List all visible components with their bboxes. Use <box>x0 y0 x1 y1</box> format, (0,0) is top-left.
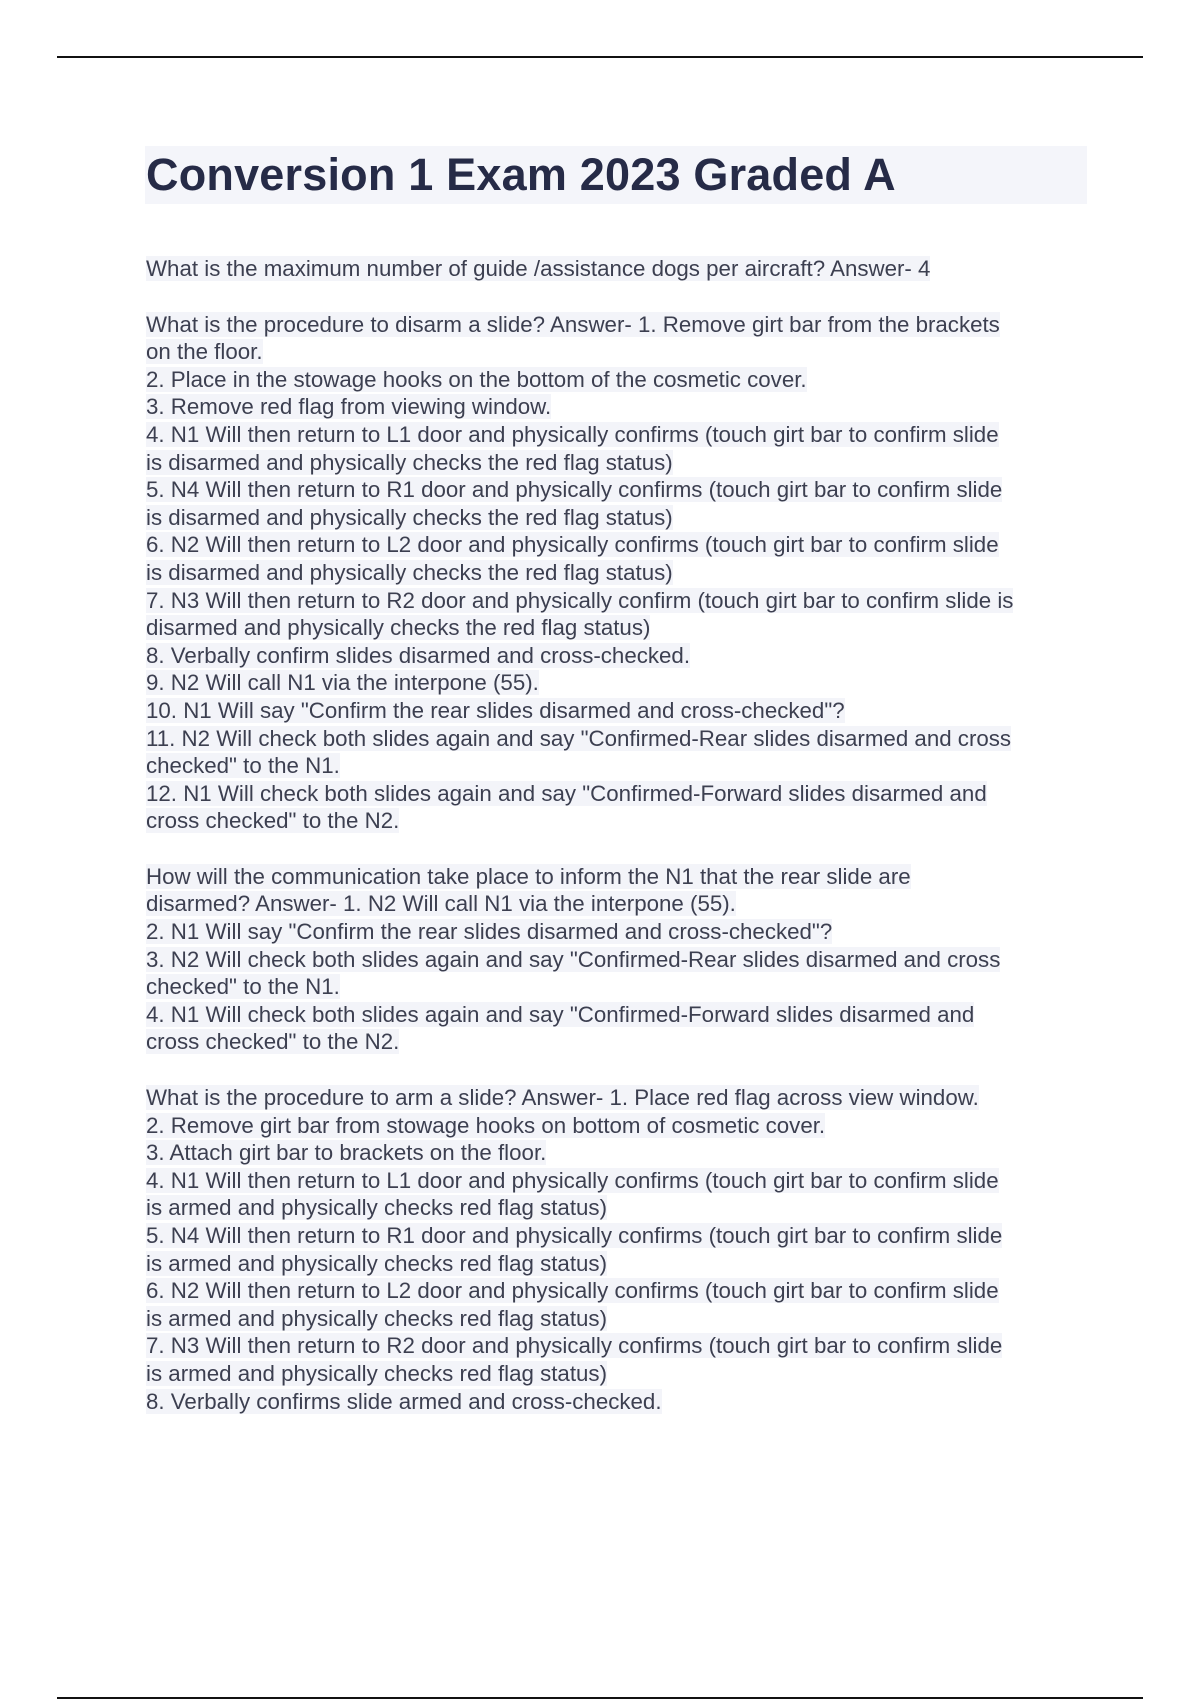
qa-block-communication <box>146 863 1096 1056</box>
text-line: is armed and physically checks red flag status) <box>146 1305 608 1331</box>
text-line: 10. N1 Will say "Confirm the rear slides disarmed and cross-checked"? <box>146 697 845 723</box>
text-line: 8. Verbally confirm slides disarmed and cross-checked. <box>146 642 691 668</box>
text-line: 2. Place in the stowage hooks on the bottom of the cosmetic cover. <box>146 366 807 392</box>
text-line: 7. N3 Will then return to R2 door and physically confirm (touch girt bar to confirm slide is <box>146 587 1014 613</box>
text-line: checked" to the N1. <box>146 974 340 1000</box>
text-line: disarmed? Answer- 1. N2 Will call N1 via the interpone (55). <box>146 891 736 917</box>
text-line: What is the procedure to arm a slide? Answer- 1. Place red flag across view window. <box>146 1085 979 1111</box>
footer-divider <box>57 1697 1143 1699</box>
text-line: 3. N2 Will check both slides again and say "Confirmed-Rear slides disarmed and cross <box>146 946 1001 972</box>
text-line: 4. N1 Will then return to L1 door and physically confirms (touch girt bar to confirm slide <box>146 421 999 447</box>
qa-block-disarm-slide <box>146 311 1096 835</box>
text-line: on the floor. <box>146 339 263 365</box>
text-line: is disarmed and physically checks the red flag status) <box>146 449 673 475</box>
qa-block-guide-dogs <box>146 255 1096 283</box>
text-line: is armed and physically checks red flag status) <box>146 1195 608 1221</box>
text-line: 5. N4 Will then return to R1 door and physically confirms (touch girt bar to confirm slide <box>146 477 1003 503</box>
document-title: Conversion 1 Exam 2023 Graded A <box>146 149 896 200</box>
text-line: is armed and physically checks red flag status) <box>146 1250 608 1276</box>
text-line: is disarmed and physically checks the red flag status) <box>146 504 673 530</box>
text-line: disarmed and physically checks the red flag status) <box>146 615 651 641</box>
text-line: cross checked" to the N2. <box>146 808 400 834</box>
document-body <box>146 255 1096 1443</box>
text-line: 7. N3 Will then return to R2 door and physically confirms (touch girt bar to confirm slide <box>146 1333 1003 1359</box>
text-line: 6. N2 Will then return to L2 door and physically confirms (touch girt bar to confirm slide <box>146 1278 999 1304</box>
text-line: 3. Attach girt bar to brackets on the floor. <box>146 1140 547 1166</box>
text-line: 4. N1 Will check both slides again and say "Confirmed-Forward slides disarmed and <box>146 1001 975 1027</box>
text-line: 4. N1 Will then return to L1 door and physically confirms (touch girt bar to confirm slide <box>146 1167 999 1193</box>
text-line: 9. N2 Will call N1 via the interpone (55). <box>146 670 539 696</box>
text-line: 8. Verbally confirms slide armed and cross-checked. <box>146 1388 662 1414</box>
text-line: is armed and physically checks red flag status) <box>146 1360 608 1386</box>
text-line: 2. N1 Will say "Confirm the rear slides disarmed and cross-checked"? <box>146 919 833 945</box>
text-line: What is the procedure to disarm a slide? Answer- 1. Remove girt bar from the brackets <box>146 311 1000 337</box>
qa-block-arm-slide <box>146 1084 1096 1415</box>
text-line: is disarmed and physically checks the red flag status) <box>146 559 673 585</box>
text-line: 6. N2 Will then return to L2 door and physically confirms (touch girt bar to confirm slide <box>146 532 999 558</box>
text-line: checked" to the N1. <box>146 753 340 779</box>
header-divider <box>57 56 1143 58</box>
text-line: 2. Remove girt bar from stowage hooks on bottom of cosmetic cover. <box>146 1112 826 1138</box>
text-line: cross checked" to the N2. <box>146 1029 400 1055</box>
text-line: 5. N4 Will then return to R1 door and physically confirms (touch girt bar to confirm slide <box>146 1223 1003 1248</box>
text-line: 12. N1 Will check both slides again and say "Confirmed-Forward slides disarmed and <box>146 780 987 806</box>
text-line: 3. Remove red flag from viewing window. <box>146 394 552 420</box>
text-line: How will the communication take place to inform the N1 that the rear slide are <box>146 863 911 889</box>
text-line: What is the maximum number of guide /assistance dogs per aircraft? Answer- 4 <box>146 256 931 281</box>
text-line: 11. N2 Will check both slides again and say "Confirmed-Rear slides disarmed and cross <box>146 725 1012 751</box>
